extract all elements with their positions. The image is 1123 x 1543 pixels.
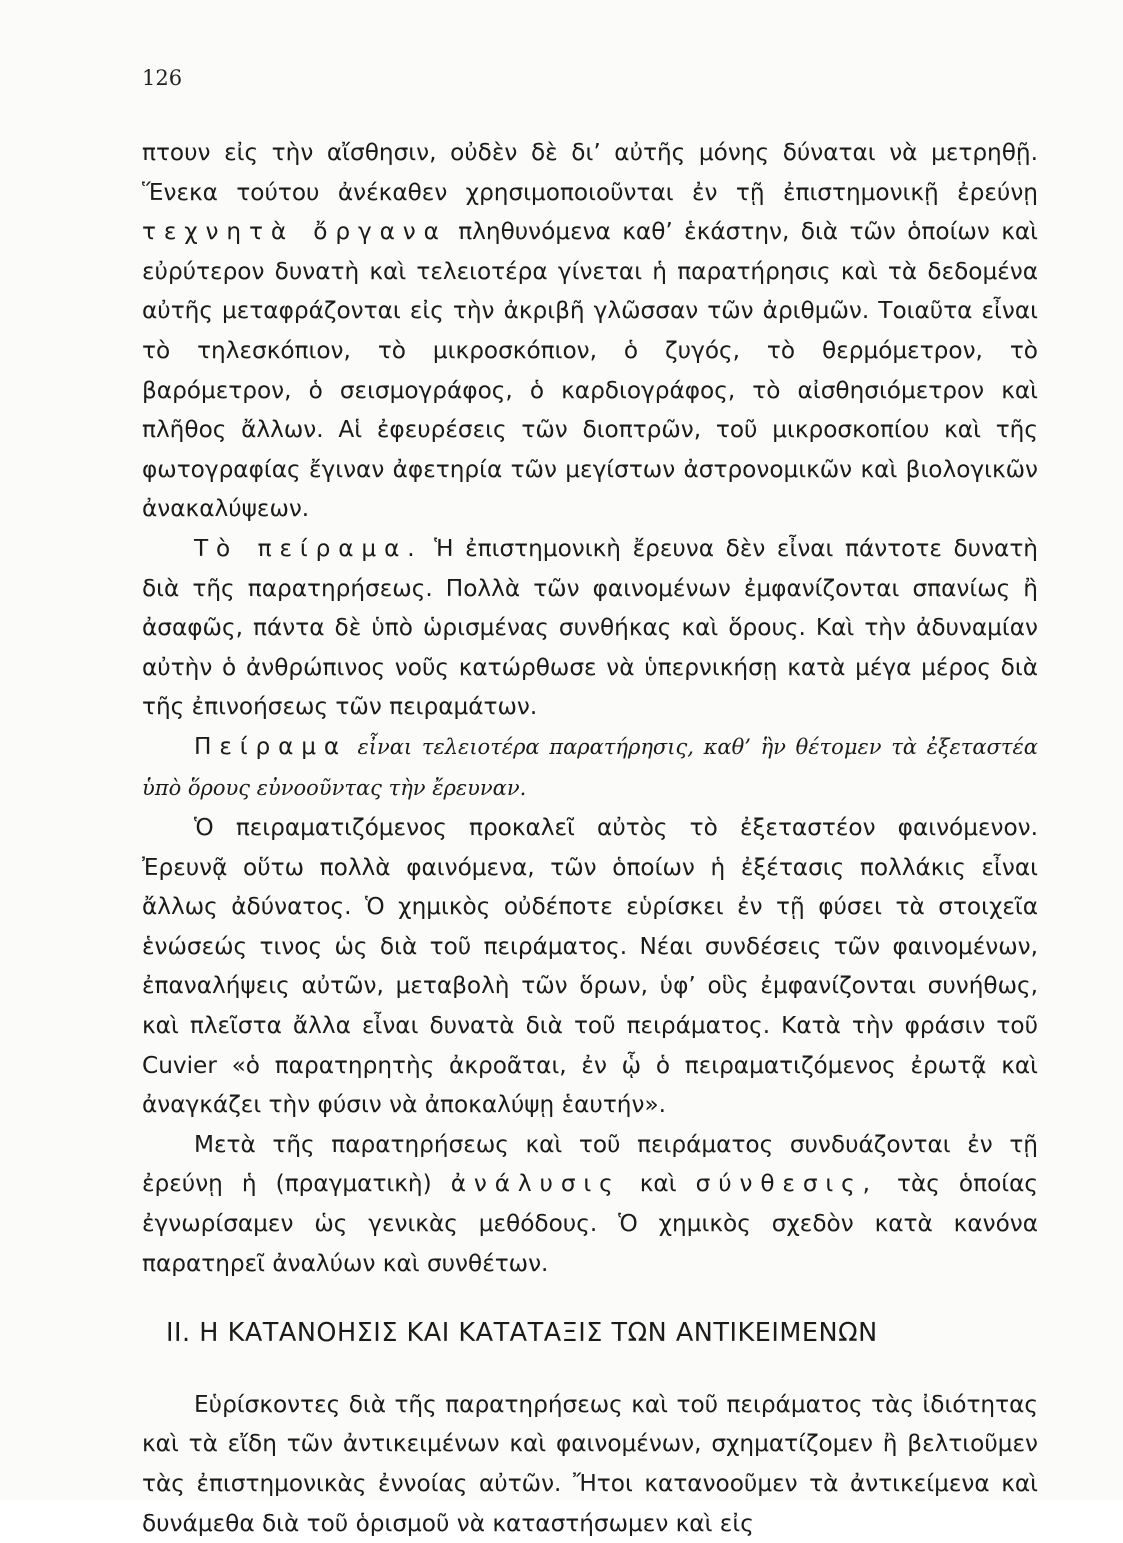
definition-term: Πείραμα [194, 732, 348, 760]
definition-text: εἶναι τελειοτέρα παρατήρησις, καθ’ ἣν θέτομεν τὰ ἐξεταστέα ὑπὸ ὅρους εὐνοοῦντας τὴν ἔρευναν. [142, 734, 1038, 800]
paragraph-text: Μετὰ τῆς παρατηρήσεως καὶ τοῦ πειράματος συνδυάζονται ἐν τῇ ἐρεύνῃ ἡ (πραγματικὴ) [142, 1130, 1038, 1198]
paragraph-experimenter [142, 808, 1038, 1125]
subheading-experiment: Τὸ πείραμα. [194, 534, 423, 562]
paragraph-text: Ὁ πειραματιζόμενος προκαλεῖ αὐτὸς τὸ ἐξεταστέον φαινόμενον. Ἐρευνᾷ οὕτω πολλὰ φαινόμενα, τῶν ὁποίων ἡ ἐξέτασις πολλάκις εἶναι ἄλλως ἀδύνατος. Ὁ χημικὸς οὐδέποτε εὑρίσκει ἐν τῇ φύσει τὰ στοιχεῖα ἑνώσεώς τινος ὡς διὰ τοῦ πειράματος. Νέαι συνδέσεις τῶν φαινομένων, ἐπαναλήψεις αὐτῶν, μεταβολὴ τῶν ὅρων, ὑφ’ οὓς ἐμφανίζονται συνήθως, καὶ πλεῖστα ἄλλα εἶναι δυνατὰ διὰ τοῦ πειράματος. Κατὰ τὴν φράσιν τοῦ Cuvier «ὁ παρατηρητὴς ἀκροᾶται, ἐν ᾧ ὁ πειραματιζόμενος ἐρωτᾷ καὶ ἀναγκάζει τὴν φύσιν νὰ ἀποκαλύψῃ ἑαυτήν». [142, 814, 1038, 1119]
emphasis-analysis: ἀνάλυσις [450, 1170, 621, 1198]
paragraph-analysis-synthesis [142, 1125, 1038, 1283]
section-title: ΙΙ. Η ΚΑΤΑΝΟΗΣΙΣ ΚΑΙ ΚΑΤΑΤΑΞΙΣ ΤΩΝ ΑΝΤΙΚΕΙΜΕΝΩΝ [166, 1318, 878, 1349]
definition-experiment [142, 727, 1038, 808]
paragraph-text: πληθυνόμενα καθ’ ἑκάστην, διὰ τῶν ὁποίων καὶ εὐρύτερον δυνατὴ καὶ τελειοτέρα γίνεται ἡ παρατήρησις καὶ τὰ δεδομένα αὐτῆς μεταφράζονται εἰς τὴν ἀκριβῆ γλῶσσαν τῶν ἀριθμῶν. Τοιαῦτα εἶναι τὸ τηλεσκόπιον, τὸ μικροσκόπιον, ὁ ζυγός, τὸ θερμόμετρον, τὸ βαρόμετρον, ὁ σεισμογράφος, ὁ καρδιογράφος, τὸ αἰσθησιόμετρον καὶ πλῆθος ἄλλων. Αἱ ἐφευρέσεις τῶν διοπτρῶν, τοῦ μικροσκοπίου καὶ τῆς φωτογραφίας ἔγιναν ἀφετηρία τῶν μεγίστων ἀστρονομικῶν καὶ βιολογικῶν ἀνακαλύψεων. [142, 218, 1038, 523]
paragraph-experiment [142, 529, 1038, 727]
conjunction-and: καὶ [639, 1170, 677, 1198]
page-number: 126 [142, 66, 183, 90]
paragraph-understanding [142, 1385, 1038, 1543]
paragraph-instruments [142, 133, 1038, 529]
paragraph-text: Εὑρίσκοντες διὰ τῆς παρατηρήσεως καὶ τοῦ πειράματος τὰς ἰδιότητας καὶ τὰ εἴδη τῶν ἀντικειμένων καὶ φαινομένων, σχηματίζομεν ἢ βελτιοῦμεν τὰς ἐπιστημονικὰς ἐννοίας αὐτῶν. Ἤτοι κατανοοῦμεν τὰ ἀντικείμενα καὶ δυνάμεθα διὰ τοῦ ὁρισμοῦ νὰ καταστήσωμεν καὶ εἰς [142, 1390, 1038, 1537]
page-body [142, 133, 1038, 1543]
paragraph-text: πτουν εἰς τὴν αἴσθησιν, οὐδὲν δὲ δι’ αὐτῆς μόνης δύναται νὰ μετρηθῇ. Ἕνεκα τούτου ἀνέκαθεν χρησιμοποιοῦνται ἐν τῇ ἐπιστημονικῇ ἐρεύνῃ [142, 139, 1038, 206]
emphasis-artificial-instruments: τεχνητὰ ὄργανα [142, 218, 447, 246]
emphasis-synthesis: σύνθεσις, [695, 1170, 878, 1198]
paragraph-text: Ἡ ἐπιστημονικὴ ἔρευνα δὲν εἶναι πάντοτε δυνατὴ διὰ τῆς παρατηρήσεως. Πολλὰ τῶν φαινομένων ἐμφανίζονται σπανίως ἢ ἀσαφῶς, πάντα δὲ ὑπὸ ὡρισμένας συνθήκας καὶ ὅρους. Καὶ τὴν ἀδυναμίαν αὐτὴν ὁ ἀνθρώπινος νοῦς κατώρθωσε νὰ ὑπερνικήσῃ κατὰ μέγα μέρος διὰ τῆς ἐπινοήσεως τῶν πειραμάτων. [142, 534, 1038, 721]
paragraph-text: τὰς ὁποίας ἐγνωρίσαμεν ὡς γενικὰς μεθόδους. Ὁ χημικὸς σχεδὸν κατὰ κανόνα παρατηρεῖ ἀναλύων καὶ συνθέτων. [142, 1170, 1039, 1277]
